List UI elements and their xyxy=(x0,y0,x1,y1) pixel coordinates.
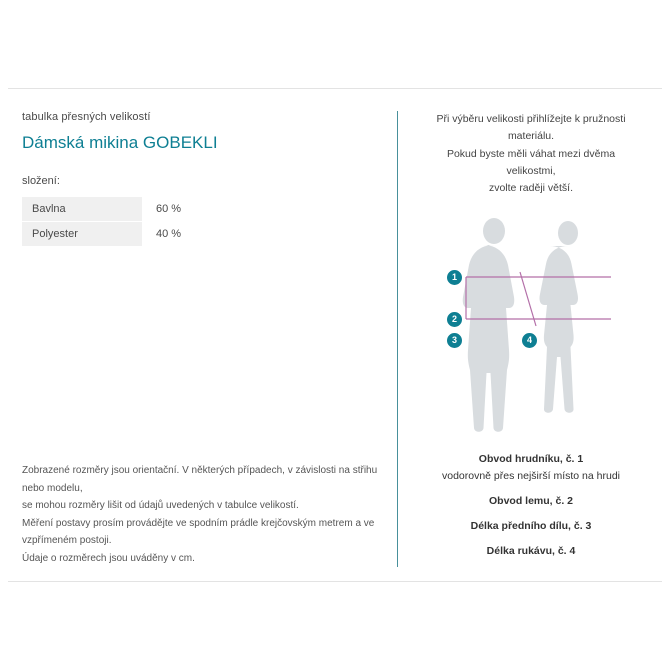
legend-label: Délka rukávu, č. 4 xyxy=(486,544,576,557)
content-columns xyxy=(8,89,662,581)
badge-3: 3 xyxy=(447,333,462,348)
legend-item xyxy=(416,544,646,560)
sizing-note-line: Při výběru velikosti přihlížejte k pružnosti materiálu. xyxy=(436,113,626,143)
badge-4: 4 xyxy=(522,333,537,348)
sizing-note-line: zvolte raději větší. xyxy=(488,182,574,195)
column-divider xyxy=(397,111,398,567)
badge-2: 2 xyxy=(447,312,462,327)
legend-item xyxy=(416,452,646,486)
footnote-line: Zobrazené rozměry jsou orientační. V některých případech, v závislosti na střihu nebo modelu, xyxy=(22,465,378,494)
legend-label: Obvod lemu, č. 2 xyxy=(488,495,574,508)
left-column xyxy=(8,89,397,581)
material-percent: 60 % xyxy=(142,197,236,222)
legend-item xyxy=(416,494,646,510)
measurement-legend xyxy=(416,452,646,560)
legend-label: Obvod hrudníku, č. 1 xyxy=(478,452,584,465)
sizing-note xyxy=(422,111,640,198)
legend-sublabel: vodorovně přes nejširší místo na hrudi xyxy=(441,470,620,483)
legend-item xyxy=(416,519,646,535)
footnote-line: se mohou rozměry lišit od údajů uvedených v tabulce velikostí. xyxy=(22,500,299,511)
female-figure-icon xyxy=(540,221,578,413)
document-subtitle: tabulka přesných velikostí xyxy=(22,111,151,123)
footnote-line: Měření postavy prosím provádějte ve spodním prádle krejčovským metrem a ve vzpřímeném postoji. xyxy=(22,517,375,546)
table-row xyxy=(22,222,236,247)
footnote-line: Údaje o rozměrech jsou uváděny v cm. xyxy=(22,552,195,564)
table-row xyxy=(22,197,236,222)
composition-table xyxy=(22,197,236,247)
male-figure-icon xyxy=(463,218,515,432)
body-measurement-figure xyxy=(416,214,646,434)
material-name: Polyester xyxy=(22,222,142,247)
sleeve-length-line xyxy=(520,272,536,326)
page-title: Dámská mikina GOBEKLI xyxy=(22,133,218,152)
legend-label: Délka předního dílu, č. 3 xyxy=(470,519,592,532)
size-chart-sheet xyxy=(8,88,662,582)
sizing-note-line: Pokud byste měli váhat mezi dvěma velikostmi, xyxy=(446,147,616,177)
material-name: Bavlna xyxy=(22,197,142,222)
footnotes xyxy=(22,462,397,567)
material-percent: 40 % xyxy=(142,222,236,247)
composition-label: složení: xyxy=(22,175,60,187)
right-column xyxy=(398,89,662,581)
badge-1: 1 xyxy=(447,270,462,285)
